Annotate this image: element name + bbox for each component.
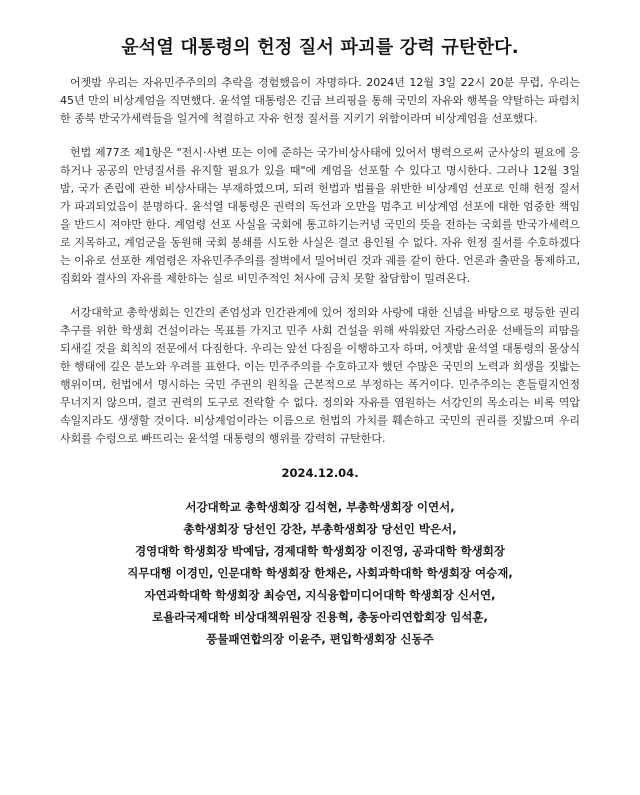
signatories-block [60,496,580,650]
signatory-line: 풍물패연합의장 이윤주, 편입학생회장 신동주 [206,632,434,646]
signatory-line: 직무대행 이경민, 인문대학 학생회장 한채은, 사회과학대학 학생회장 여승재, [127,566,513,580]
paragraph-3: 서강대학교 총학생회는 인간의 존엄성과 인간관계에 있어 정의와 사랑에 대한 신념을 바탕으로 평등한 권리 추구를 위한 학생회 건설이라는 목표를 가지고 민주 사회 건설을 위해 싸워왔던 자랑스러운 선배들의 피땀을 되새길 것을 회칙의 전문에서 다짐한다. 우리는 앞선 다짐을 이행하고자 하며, 어젯밤 윤석열 대통령의 몰상식한 행태에 깊은 분노와 우려를 표한다. 이는 민주주의를 수호하고자 했던 수많은 국민의 노력과 희생을 짓밟는 행위이며, 헌법에서 명시하는 국민 주권의 원칙을 근본적으로 부정하는 폭거이다. 민주주의는 흔들릴지언정 무너지지 않으며, 결코 권력의 도구로 전락할 수 없다. 정의와 자유를 염원하는 서강인의 목소리는 비록 역압 속일지라도 생생할 것이다. 비상계엄이라는 이름으로 헌법의 가치를 훼손하고 국민의 권리를 짓밟으며 우리 사회를 수렁으로 빠뜨리는 윤석열 대통령의 행위를 강력히 규탄한다. [60,306,580,445]
document-title: 윤석열 대통령의 헌정 질서 파괴를 강력 규탄한다. [121,37,519,58]
signatory-line: 총학생회장 당선인 강찬, 부총학생회장 당선인 박은서, [183,522,457,536]
document-date: 2024.12.04. [281,466,359,480]
paragraph-2: 헌법 제77조 제1항은 "전시·사변 또는 이에 준하는 국가비상사태에 있어서 병력으로써 군사상의 필요에 응하거나 공공의 안녕질서를 유지할 필요가 있을 때"에 계엄을 선포할 수 있다고 명시한다. 그러나 12월 3일 밤, 국가 존립에 관한 비상사태는 부재하였으며, 되려 헌법과 법률을 위반한 비상계엄 선포로 인해 헌정 질서가 파괴되었음이 분명하다. 윤석열 대통령은 권력의 독선과 오만을 멈추고 비상계엄 선포에 대한 엄중한 책임을 반드시 져야만 한다. 계엄령 선포 사실을 국회에 통고하기는커녕 국민의 뜻을 전하는 국회를 반국가세력으로 지목하고, 계엄군을 동원해 국회 봉쇄를 시도한 사실은 결코 용인될 수 없다. 자유 헌정 질서를 수호하겠다는 이유로 선포한 계엄령은 자유민주주의를 절벽에서 밀어버린 것과 궤를 같이 한다. 언론과 출판을 통제하고, 집회와 결사의 자유를 제한하는 실로 비민주적인 처사에 금치 못할 참담함이 밀려온다. [60,146,580,285]
signatory-line: 서강대학교 총학생회장 김석현, 부총학생회장 이연서, [185,500,455,514]
paragraph-1: 어젯밤 우리는 자유민주주의의 추락을 경험했음이 자명하다. 2024년 12월 3일 22시 20분 무렵, 우리는 45년 만의 비상계엄을 직면했다. 윤석열 대통령은 긴급 브리핑을 통해 국민의 자유와 행복을 약탈하는 파렴치한 종북 반국가세력들을 일거에 척결하고 자유 헌정 질서를 지키기 위함이라며 비상계엄을 선포했다. [60,76,580,125]
signatory-line: 자연과학대학 학생회장 최승연, 지식융합미디어대학 학생회장 신서연, [144,588,496,602]
signatory-line: 경영대학 학생회장 박예담, 경제대학 학생회장 이진영, 공과대학 학생회장 [134,544,506,558]
signatory-line: 로욜라국제대학 비상대책위원장 진용혁, 총동아리연합회장 임석훈, [152,610,488,624]
